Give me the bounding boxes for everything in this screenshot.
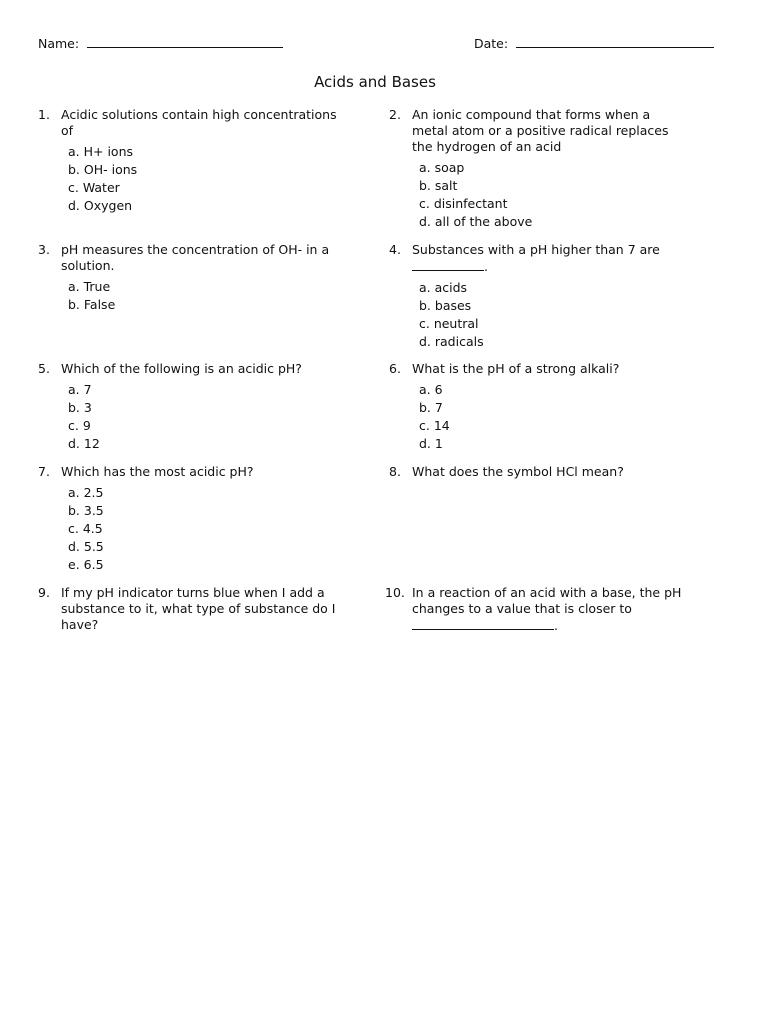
question-number: 5.	[38, 361, 50, 376]
option: a. 2.5	[68, 485, 104, 500]
question-text: What is the pH of a strong alkali?	[412, 361, 620, 376]
question-text-end: .	[484, 259, 488, 274]
option: c. Water	[68, 180, 120, 195]
options-list	[419, 381, 689, 453]
question-text-main: In a reaction of an acid with a base, the pH changes to a value that is closer to	[412, 585, 686, 616]
question-number: 8.	[389, 464, 401, 479]
option: d. Oxygen	[68, 198, 133, 213]
question-text: Which of the following is an acidic pH?	[61, 361, 302, 376]
question-9	[38, 585, 338, 633]
question-number: 4.	[389, 242, 401, 257]
option: a. 7	[68, 382, 92, 397]
question-10	[385, 585, 689, 634]
option: c. 9	[68, 418, 91, 433]
header-row	[38, 35, 718, 55]
question-text-main: Substances with a pH higher than 7 are	[412, 242, 660, 257]
question-number: 3.	[38, 242, 50, 257]
question-text	[412, 242, 689, 275]
question-5	[38, 361, 338, 453]
option: c. 14	[419, 418, 450, 433]
question-2	[389, 107, 689, 231]
name-line[interactable]	[87, 35, 283, 48]
options-list	[419, 159, 689, 231]
options-list	[68, 484, 338, 574]
question-number: 2.	[389, 107, 401, 122]
option: b. 3	[68, 400, 92, 415]
question-text: pH measures the concentration of OH- in a solution.	[61, 242, 334, 273]
option: a. 6	[419, 382, 443, 397]
options-list	[68, 381, 338, 453]
option: a. soap	[419, 160, 465, 175]
date-label: Date:	[474, 36, 509, 51]
options-list	[68, 143, 338, 215]
answer-blank[interactable]	[412, 258, 484, 271]
question-number: 6.	[389, 361, 401, 376]
option: b. 7	[419, 400, 443, 415]
question-text: An ionic compound that forms when a metal atom or a positive radical replaces the hydrogen of an acid	[412, 107, 673, 154]
option: b. OH- ions	[68, 162, 138, 177]
option: d. 12	[68, 436, 100, 451]
question-4	[389, 242, 689, 351]
name-label: Name:	[38, 36, 80, 51]
name-field[interactable]	[38, 35, 283, 51]
option: d. 5.5	[68, 539, 104, 554]
option: a. acids	[419, 280, 468, 295]
options-list	[68, 278, 338, 314]
answer-blank[interactable]	[412, 617, 554, 630]
option: c. 4.5	[68, 521, 103, 536]
option: c. neutral	[419, 316, 479, 331]
option: d. all of the above	[419, 214, 533, 229]
question-text: If my pH indicator turns blue when I add a substance to it, what type of substance do I have?	[61, 585, 340, 632]
option: b. 3.5	[68, 503, 104, 518]
question-7	[38, 464, 338, 574]
option: b. salt	[419, 178, 458, 193]
page-title: Acids and Bases	[314, 73, 436, 91]
option: b. bases	[419, 298, 472, 313]
question-text: What does the symbol HCl mean?	[412, 464, 624, 479]
question-number: 7.	[38, 464, 50, 479]
date-line[interactable]	[516, 35, 714, 48]
option: a. H+ ions	[68, 144, 134, 159]
question-8	[389, 464, 689, 480]
option: e. 6.5	[68, 557, 104, 572]
option: a. True	[68, 279, 111, 294]
question-6	[389, 361, 689, 453]
question-3	[38, 242, 338, 314]
question-number: 1.	[38, 107, 50, 122]
question-number: 9.	[38, 585, 50, 600]
question-text: Acidic solutions contain high concentrations of	[61, 107, 341, 138]
question-1	[38, 107, 341, 215]
question-text	[412, 585, 689, 634]
question-text: Which has the most acidic pH?	[61, 464, 254, 479]
option: b. False	[68, 297, 116, 312]
option: c. disinfectant	[419, 196, 508, 211]
question-number: 10.	[385, 585, 405, 600]
date-field[interactable]	[474, 35, 714, 51]
option: d. 1	[419, 436, 443, 451]
options-list	[419, 279, 689, 351]
question-text-end: .	[554, 618, 558, 633]
option: d. radicals	[419, 334, 484, 349]
